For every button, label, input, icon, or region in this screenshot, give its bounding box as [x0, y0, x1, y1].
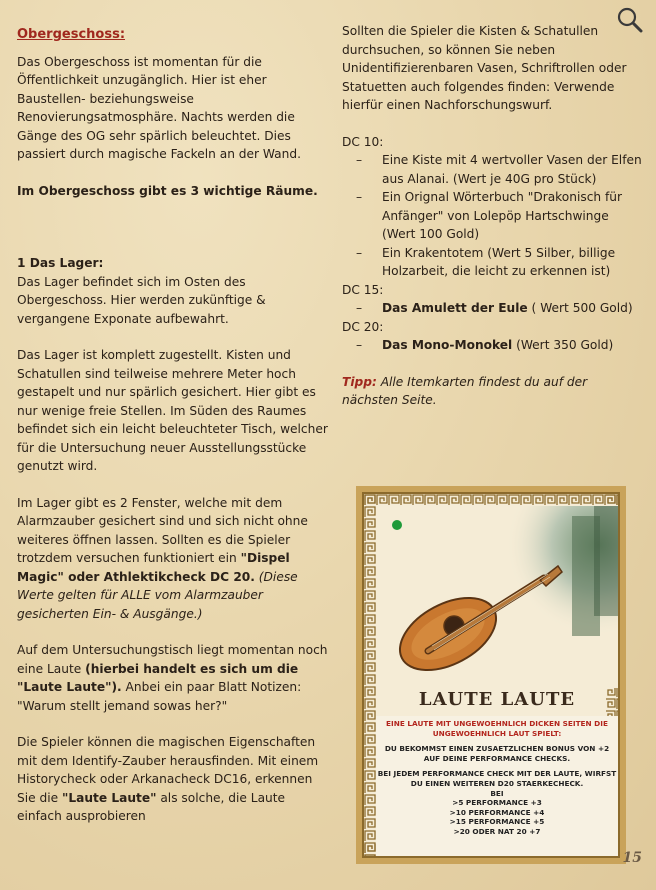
item-card	[356, 486, 626, 864]
lager-title: 1 Das Lager:	[17, 256, 104, 270]
right-column	[342, 22, 642, 410]
list-item: – Eine Kiste mit 4 wertvoller Vasen der Elfen aus Alanai. (Wert je 40G pro Stück)	[342, 151, 642, 188]
card-bei: BEI	[490, 788, 504, 798]
list-item: – Ein Krakentotem (Wert 5 Silber, billige Holzarbeit, die leicht zu erkennen ist)	[342, 244, 642, 281]
lute-paragraph: Auf dem Untersuchungstisch liegt momentan noch eine Laute (hierbei handelt es sich um die "Laute Laute"). Anbei ein paar Blatt Notizen: "Warum stellt jemand sowas her?"	[17, 643, 328, 713]
status-dot-icon	[392, 520, 402, 530]
list-item: – Das Mono-Monokel (Wert 350 Gold)	[342, 336, 642, 355]
card-stat: >5 PERFORMANCE +3	[452, 798, 542, 808]
dc15-list	[342, 299, 642, 318]
card-title: LAUTE LAUTE	[418, 689, 576, 710]
card-stat: >20 ODER NAT 20 +7	[453, 826, 541, 836]
dc10-list	[342, 151, 642, 281]
list-item: – Ein Orignal Wörterbuch "Drakonisch für Anfänger" von Lolepöp Hartschwinge (Wert 100 Gold)	[342, 188, 642, 244]
item-card-inner	[362, 492, 620, 858]
dc10-label: DC 10:	[342, 134, 384, 149]
identify-paragraph: Die Spieler können die magischen Eigenschaften mit dem Identify-Zauber herausfinden. Mit einem Historycheck oder Arkanacheck DC16, erkennen Sie die "Laute Laute" als solche, die Laute einfach ausprobieren	[17, 735, 319, 823]
page-number: 15	[622, 850, 642, 866]
dc20-list	[342, 336, 642, 355]
lager-paragraph: Das Lager befindet sich im Osten des Obergeschoss. Hier werden zukünftige & vergangene Exponate aufbewahrt.	[17, 274, 266, 326]
window-paragraph: Im Lager gibt es 2 Fenster, welche mit dem Alarmzauber gesichert sind und sich nicht ohne weiteres öffnen lassen. Sollten es die Spieler trotzdem versuchen funktioniert ein "Dispel Magic" oder Athlektikcheck DC 20. (Diese Werte gelten für ALLE vom Alarmzauber gesicherten Ein- & Ausgänge.)	[17, 495, 308, 621]
card-stat: >15 PERFORMANCE +5	[449, 817, 545, 827]
card-subtitle: EINE LAUTE MIT UNGEWOEHNLICH DICKEN SEITEN DIE UNGEWOEHNLICH LAUT SPIELT:	[386, 719, 608, 738]
card-check: BEI JEDEM PERFORMANCE CHECK MIT DER LAUTE, WIRFST DU EINEN WEITEREN D20 STAERKECHECK.	[377, 769, 617, 788]
search-paragraph: Sollten die Spieler die Kisten & Schatullen durchsuchen, so können Sie neben Unidentifizierenbaren Vasen, Schriftrollen oder Statuetten auch folgendes finden: Verwende hierfür einen Nachforschungswurf.	[342, 24, 627, 112]
card-bonus: DU BEKOMMST EINEN ZUSAETZLICHEN BONUS VON +2 AUF DEINE PERFORMANCE CHECKS.	[384, 744, 610, 763]
dc20-label: DC 20:	[342, 319, 384, 334]
card-stat: >10 PERFORMANCE +4	[449, 807, 545, 817]
list-item: – Das Amulett der Eule ( Wert 500 Gold)	[342, 299, 642, 318]
lute-illustration	[376, 506, 618, 688]
tip-note: Tipp: Alle Itemkarten findest du auf der nächsten Seite.	[342, 374, 588, 407]
rooms-note: Im Obergeschoss gibt es 3 wichtige Räume.	[17, 183, 318, 198]
left-column	[17, 26, 329, 844]
lager-description: Das Lager ist komplett zugestellt. Kisten und Schatullen sind teilweise mehrere Meter hoch gestapelt und nur spärlich gesichert. Hier gibt es nur wenige freie Stellen. Im Süden des Raumes befindet sich ein leicht beleuchteter Tisch, welcher für die Untersuchung neuer Ausstellungsstücke genutzt wird.	[17, 348, 328, 473]
card-description	[376, 716, 618, 856]
intro-paragraph: Das Obergeschoss ist momentan für die Öffentlichkeit unzugänglich. Hier ist eher Baustellen- beziehungsweise Renovierungsatmosphäre. Nachts werden die Gänge des OG sehr spärlich beleuchtet. Dies passiert durch magische Fackeln an der Wand.	[17, 54, 301, 161]
dc15-label: DC 15:	[342, 282, 384, 297]
section-heading: Obergeschoss:	[17, 27, 126, 42]
card-artwork	[376, 506, 618, 688]
